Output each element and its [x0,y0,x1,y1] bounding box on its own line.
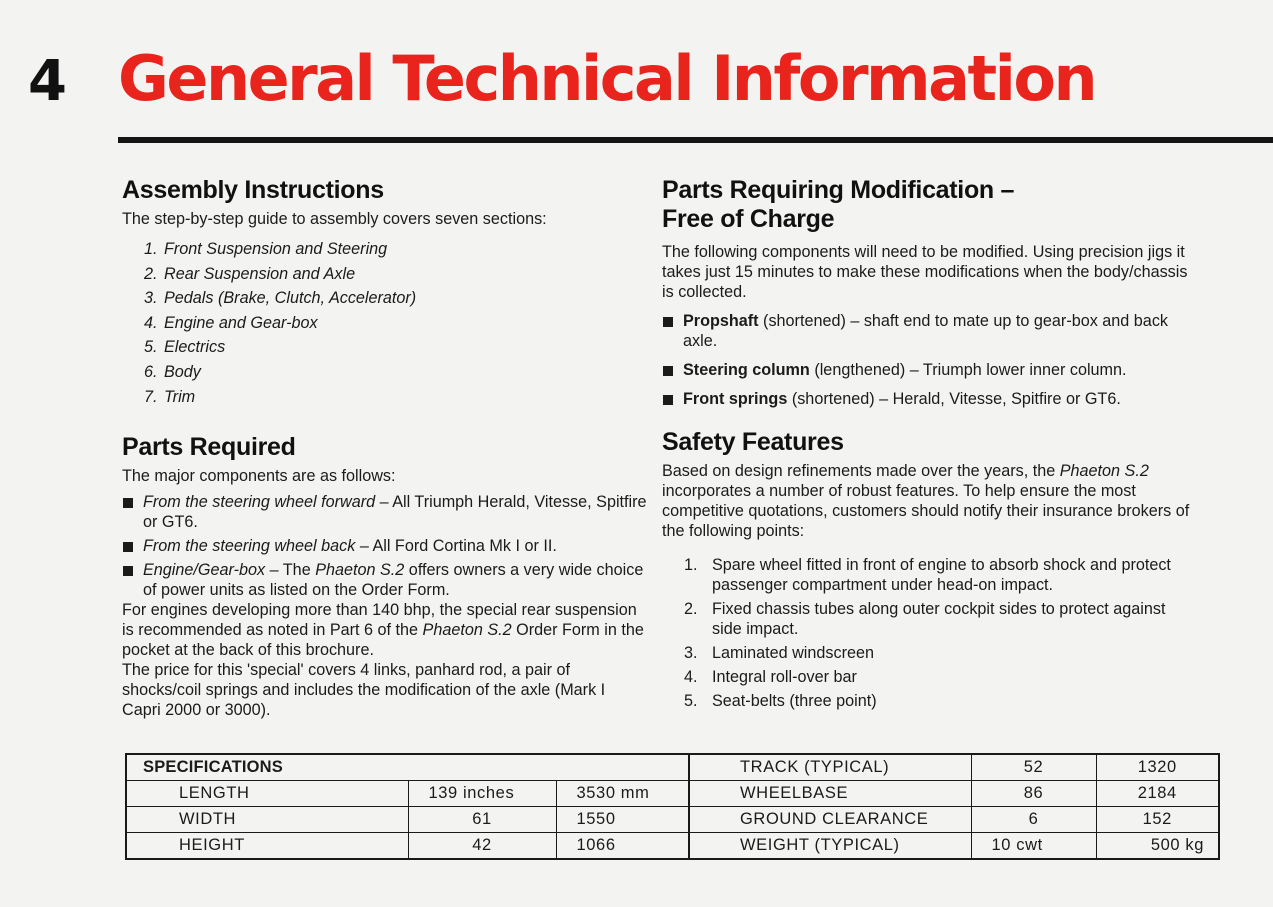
item-text: – The [265,561,316,580]
spec-metric: 1066 [556,832,688,858]
table-row [127,806,688,832]
item-text: Fixed chassis tubes along outer cockpit sides to protect against side impact. [712,600,1166,638]
assembly-list [122,237,647,409]
item-text: (shortened) – Herald, Vitesse, Spitfire or GT6. [787,390,1121,408]
list-item [662,389,1192,409]
table-row [127,832,688,858]
paragraph-text: Order Form in the pocket at the back of this brochure. [122,621,644,660]
spec-metric: 1320 [1096,755,1218,780]
item-number: 4. [144,313,158,332]
list-item [122,536,647,556]
title-rule [118,137,1273,143]
item-text: Integral roll-over bar [712,668,857,686]
modification-heading [662,176,1192,234]
item-number: 1. [144,240,158,258]
item-text: offers owners a very wide choice of power units as listed on the Order Form. [143,561,644,600]
list-item [122,492,647,532]
spec-metric: 2184 [1096,780,1218,806]
item-text: – All Triumph Herald, Vitesse, Spitfire or GT6. [143,493,647,532]
heading-line: Free of Charge [662,205,835,233]
safety-heading: Safety Features [662,428,844,456]
safety-section [662,428,1192,711]
list-item [662,667,1192,687]
modification-intro: The following components will need to be modified. Using precision jigs it takes just 15 minutes to make these modifications when the body/chassis is collected. [662,243,1188,301]
table-row [690,832,1218,858]
spec-label: HEIGHT [127,832,408,858]
specifications-left [127,755,688,858]
spec-label: WEIGHT (TYPICAL) [690,832,971,858]
assembly-heading: Assembly Instructions [122,176,384,204]
list-item [144,237,647,262]
safety-intro [662,461,1192,541]
specifications-table [125,753,1220,860]
table-row [690,780,1218,806]
list-item [144,385,647,410]
special-suspension-paragraph [122,600,647,660]
spec-metric: 152 [1096,806,1218,832]
table-row [690,806,1218,832]
spec-label: LENGTH [127,780,408,806]
item-number: 1. [684,556,698,574]
item-text: Trim [164,387,196,406]
list-item [144,335,647,360]
model-name: Phaeton S.2 [422,621,512,640]
table-row [127,755,688,780]
item-lead: Engine/Gear-box [143,561,266,580]
modification-list [662,311,1192,409]
item-text: Rear Suspension and Axle [164,264,356,283]
parts-required-intro: The major components are as follows: [122,467,396,486]
special-price-paragraph: The price for this 'special' covers 4 links, panhard rod, a pair of shocks/coil springs and includes the modification of the axle (Mark I Capri 2000 or 3000). [122,661,606,720]
item-number: 3. [684,644,698,662]
item-number: 3. [144,289,158,308]
item-number: 2. [684,600,698,618]
heading-line: Parts Requiring Modification – [662,176,1015,204]
list-item [662,360,1192,380]
spec-label: GROUND CLEARANCE [690,806,971,832]
list-item [662,691,1192,711]
specifications-right [688,755,1218,858]
spec-imperial: 86 [971,780,1096,806]
list-item [144,262,647,287]
item-text: Body [164,362,201,381]
list-item [144,360,647,385]
item-text: Electrics [164,338,226,357]
parts-required-section [122,433,647,720]
spec-imperial: 6 [971,806,1096,832]
list-item [662,555,1192,595]
assembly-section [122,176,647,409]
item-number: 5. [684,692,698,710]
item-number: 6. [144,362,158,381]
spec-metric: 500 kg [1096,832,1218,858]
item-text: Front Suspension and Steering [164,240,388,258]
item-lead: Steering column [683,361,810,379]
item-lead: From the steering wheel back [143,537,356,556]
list-item [662,599,1192,639]
page-number: 4 [28,49,67,114]
paragraph-text: incorporates a number of robust features. To help ensure the most competitive quotations, customers should notify their insurance brokers of the following points: [662,482,1190,540]
spec-imperial: 139 inches [408,780,556,806]
spec-imperial: 61 [408,806,556,832]
spec-label: TRACK (TYPICAL) [740,757,890,776]
safety-list [662,555,1192,711]
spec-imperial: 10 cwt [971,832,1096,858]
list-item [662,643,1192,663]
spec-imperial: 52 [971,755,1096,780]
spec-metric: 1550 [556,806,688,832]
spec-label: WHEELBASE [690,780,971,806]
table-row [127,780,688,806]
spec-metric: 3530 mm [556,780,688,806]
list-item [122,560,647,600]
item-text: Engine and Gear-box [164,313,318,332]
item-text: – All Ford Cortina Mk I or II. [355,537,557,556]
item-number: 7. [144,387,158,406]
assembly-intro: The step-by-step guide to assembly covers seven sections: [122,210,547,228]
list-item [144,311,647,336]
item-number: 4. [684,668,698,686]
left-column [122,176,647,720]
table-row [690,755,1218,780]
spec-imperial: 42 [408,832,556,858]
model-name: Phaeton S.2 [315,561,405,580]
list-item [662,311,1192,351]
item-text: Spare wheel fitted in front of engine to absorb shock and protect passenger compartment under head-on impact. [712,556,1171,594]
item-text: Laminated windscreen [712,644,874,662]
item-text: (shortened) – shaft end to mate up to gear-box and back axle. [683,312,1169,350]
specifications-heading: SPECIFICATIONS [143,757,284,776]
paragraph-text: For engines developing more than 140 bhp, the special rear suspension is recommended as noted in Part 6 of the [122,601,637,640]
item-lead: From the steering wheel forward [143,493,376,512]
item-text: (lengthened) – Triumph lower inner column. [809,361,1127,379]
right-column [662,176,1192,715]
spec-label: WIDTH [127,806,408,832]
item-number: 5. [144,338,158,357]
item-number: 2. [144,264,158,283]
paragraph-text: Based on design refinements made over the years, the [662,462,1060,480]
item-text: Seat-belts (three point) [712,692,877,710]
item-text: Pedals (Brake, Clutch, Accelerator) [164,289,417,308]
model-name: Phaeton S.2 [1059,462,1149,480]
modification-section [662,176,1192,409]
parts-required-list [122,492,647,600]
list-item [144,286,647,311]
item-lead: Propshaft [683,312,759,330]
page-title: General Technical Information [118,42,1096,115]
parts-required-heading: Parts Required [122,433,296,462]
item-lead: Front springs [683,390,788,408]
